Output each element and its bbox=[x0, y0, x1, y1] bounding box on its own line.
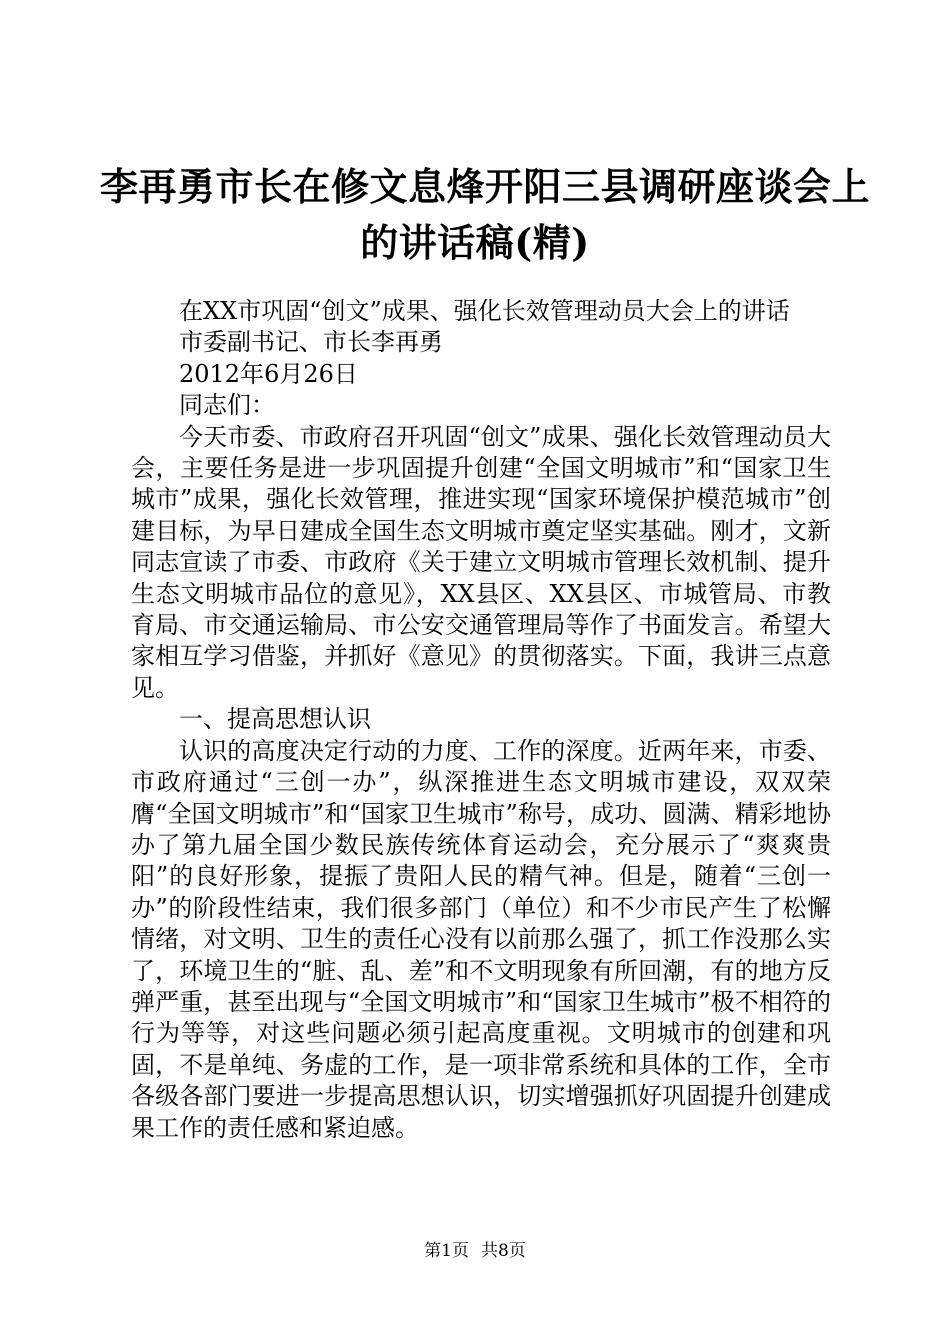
page-total: 共8页 bbox=[481, 1241, 526, 1261]
salutation: 同志们： bbox=[179, 391, 275, 420]
document-title-line-1: 李再勇市长在修文息烽开阳三县调研座谈会上 bbox=[100, 164, 871, 209]
speaker-line: 市委副书记、市长李再勇 bbox=[179, 328, 443, 357]
date-line: 2012年6月26日 bbox=[179, 359, 358, 388]
document-title-line-2: 的讲话稿(精) bbox=[360, 220, 590, 265]
page-footer bbox=[0, 1243, 950, 1260]
section-heading: 一、提高思想认识 bbox=[179, 705, 371, 734]
speech-heading: 在XX市巩固“创文”成果、强化长效管理动员大会上的讲话 bbox=[179, 297, 790, 325]
body-paragraph: 今天市委、市政府召开巩固“创文”成果、强化长效管理动员大会，主要任务是进一步巩固提升创建“全国文明城市”和“国家卫生城市”成果，强化长效管理，推进实现“国家环境保护模范城市”创建目标，为早日建成全国生态文明城市奠定坚实基础。刚才，文新同志宣读了市委、市政府《关于建立文明城市管理长效机制、提升生态文明城市品位的意见》，XX县区、XX县区、市城管局、市教育局、市交通运输局、市公安交通管理局等作了书面发言。希望大家相互学习借鉴，并抓好《意见》的贯彻落实。下面，我讲三点意见。 bbox=[131, 422, 831, 702]
page-number: 第1页 bbox=[424, 1241, 469, 1261]
document-body bbox=[131, 296, 831, 1144]
body-paragraph: 认识的高度决定行动的力度、工作的深度。近两年来，市委、市政府通过“三创一办”，纵深推进生态文明城市建设，双双荣膺“全国文明城市”和“国家卫生城市”称号，成功、圆满、精彩地协办了第九届全国少数民族传统体育运动会，充分展示了“爽爽贵阳”的良好形象，提振了贵阳人民的精气神。但是，随着“三创一办”的阶段性结束，我们很多部门（单位）和不少市民产生了松懈情绪，对文明、卫生的责任心没有以前那么强了，抓工作没那么实了，环境卫生的“脏、乱、差”和不文明现象有所回潮，有的地方反弹严重，甚至出现与“全国文明城市”和“国家卫生城市”极不相符的行为等等，对这些问题必须引起高度重视。文明城市的创建和巩固，不是单纯、务虚的工作，是一项非常系统和具体的工作，全市各级各部门要进一步提高思想认识，切实增强抓好巩固提升创建成果工作的责任感和紧迫感。 bbox=[131, 736, 831, 1142]
